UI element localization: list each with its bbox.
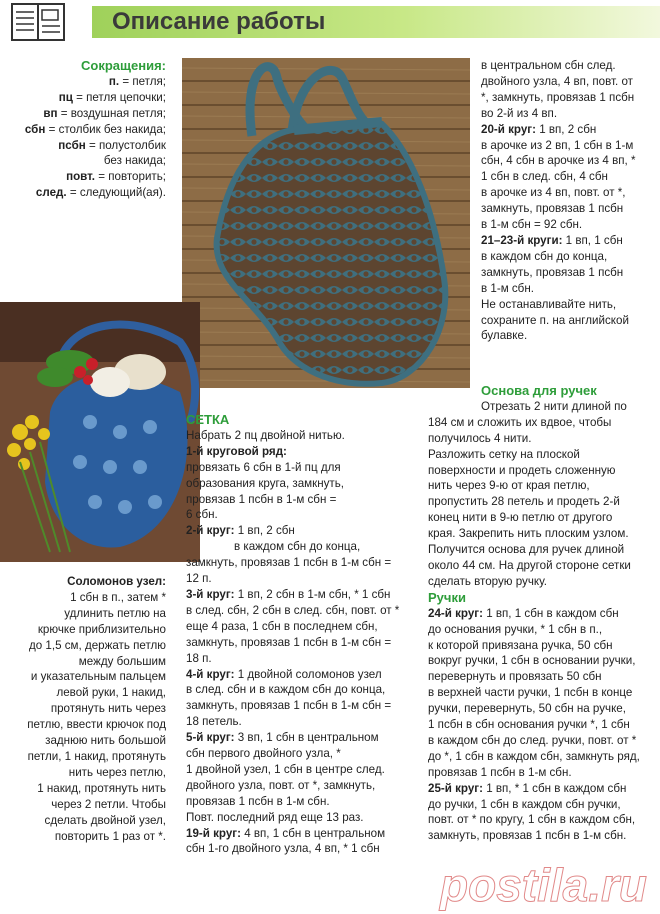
solomon-line: сделать двойной узел, xyxy=(44,813,166,827)
book-icon xyxy=(8,2,68,42)
right-column-line: *, замкнуть, провязав 1 псбн xyxy=(481,90,635,104)
solomon-line: петлю, ввести крючок под xyxy=(27,718,166,732)
setka-line: 3-й круг: 1 вп, 2 сбн в 1-м сбн, * 1 сбн xyxy=(186,587,391,601)
handles-line: провязав 1 псбн в 1-м сбн. xyxy=(428,765,572,779)
abbreviation-line: след. = следующий(ая). xyxy=(35,186,166,200)
setka-line: провязав 1 псбн в 1-м сбн. xyxy=(186,794,330,808)
setka-line: образования круга, замкнуть, xyxy=(186,476,344,490)
handles-line: до *, 1 сбн в каждом сбн, замкнуть ряд, xyxy=(428,749,640,763)
setka-line: в каждом сбн до конца, xyxy=(234,540,361,554)
setka-line: провязав 1 псбн в 1-м сбн = xyxy=(186,492,337,506)
right-column-line: Не останавливайте нить, xyxy=(481,297,617,311)
handles-base-line: Отрезать 2 нити длиной по xyxy=(481,399,627,413)
solomon-line: левой руки, 1 накид, xyxy=(56,686,166,700)
abbreviation-line: пц = петля цепочки; xyxy=(58,90,166,104)
handles-base-heading: Основа для ручек xyxy=(481,383,597,398)
handles-line: до основания ручки, * 1 сбн в п., xyxy=(428,622,603,636)
right-column-line: 21–23-й круги: 1 вп, 1 сбн xyxy=(481,233,623,247)
solomon-line: удлинить петлю на xyxy=(64,606,166,620)
solomon-line: 1 накид, протянуть нить xyxy=(37,781,166,795)
handles-base-line: около 44 см. На другой стороне сетки xyxy=(428,558,631,572)
setka-line: замкнуть, провязав 1 псбн в 1-м сбн = xyxy=(186,635,392,649)
solomon-line: до 1,5 см, держать петлю xyxy=(28,638,166,652)
handles-line: к которой привязана ручка, 50 сбн xyxy=(428,638,613,652)
solomon-line: заднюю нить большой xyxy=(45,734,166,748)
solomon-knot-heading: Соломонов узел: xyxy=(67,575,166,588)
setka-line: в след. сбн и в каждом сбн до конца, xyxy=(186,683,386,697)
right-column-line: 1 сбн в след. сбн, 4 сбн xyxy=(481,170,608,184)
setka-line: 4-й круг: 1 двойной соломонов узел xyxy=(186,667,382,681)
handles-line: перевернуть и провязать 50 сбн xyxy=(428,670,602,684)
handles-base-line: Получится основа для ручек длиной xyxy=(428,543,625,557)
right-column-line: сохраните п. на английской xyxy=(481,313,629,327)
handles-line: в верхней части ручки, 1 псбн в конце xyxy=(428,686,633,700)
abbreviation-line: псбн = полустолбик xyxy=(58,138,166,152)
solomon-line: через 2 петли. Чтобы xyxy=(51,797,166,811)
setka-heading: СЕТКА xyxy=(186,412,230,427)
page-title: Описание работы xyxy=(112,8,326,35)
solomon-line: протянуть нить через xyxy=(50,702,166,716)
setka-line: сбн 1-го двойного узла, 4 вп, * 1 сбн xyxy=(186,842,380,856)
right-column-block xyxy=(481,58,635,344)
handles-base-line: края. Закрепить нить плоским узлом. xyxy=(428,527,629,541)
solomon-line: нить через петлю, xyxy=(68,765,166,779)
right-column-line: сбн, 4 сбн в арочке из 4 вп, * xyxy=(481,154,636,168)
abbreviation-line: без накида; xyxy=(103,154,166,168)
setka-line: Повт. последний ряд еще 13 раз. xyxy=(186,810,364,824)
handles-line: повт. от * по кругу, 1 сбн в каждом сбн, xyxy=(428,813,636,827)
handles-base-line: пропустить 28 петель и продеть 2-й xyxy=(428,495,620,509)
handles-base-line: нить через 9-ю от края петлю, xyxy=(428,479,590,493)
setka-line: сбн первого двойного узла, * xyxy=(186,747,341,761)
handles-line: ручки, перевернуть, 50 сбн на ручке, xyxy=(428,702,626,716)
handles-line: вокруг ручки, 1 сбн в основании ручки, xyxy=(428,654,636,668)
right-column-line: в 1-м сбн. xyxy=(481,281,534,295)
abbreviations-heading: Сокращения: xyxy=(81,58,166,73)
setka-line: двойного узла, повт. от *, замкнуть, xyxy=(186,778,376,792)
solomon-line: повторить 1 раз от *. xyxy=(54,829,166,843)
setka-line: 18 петель. xyxy=(186,715,242,729)
setka-line: 2-й круг: 1 вп, 2 сбн xyxy=(186,524,295,538)
setka-line: 6 сбн. xyxy=(186,508,218,522)
handles-base-line: поверхности и продеть сложенную xyxy=(428,463,616,477)
handles-base-line: конец нити в 9-ю петлю от другого xyxy=(428,511,613,525)
abbreviation-line: вп = воздушная петля; xyxy=(43,106,166,120)
setka-line: замкнуть, провязав 1 псбн в 1-м сбн = xyxy=(186,699,392,713)
handles-base-block xyxy=(428,383,640,844)
right-column-line: в центральном сбн след. xyxy=(481,59,616,72)
abbreviation-line: сбн = столбик без накида; xyxy=(24,122,166,136)
page-header xyxy=(0,0,660,42)
setka-line: провязать 6 сбн в 1-й пц для xyxy=(186,460,341,474)
solomon-line: и указательным пальцем xyxy=(30,670,166,684)
setka-line: замкнуть, провязав 1 псбн в 1-м сбн = xyxy=(186,556,392,570)
handles-base-line: сделать вторую ручку. xyxy=(428,574,547,588)
handles-base-line: получилось 4 нити. xyxy=(428,431,532,445)
setka-line: еще 4 раза, 1 сбн в последнем сбн, xyxy=(186,619,378,633)
setka-line: 5-й круг: 3 вп, 1 сбн в центральном xyxy=(186,731,379,745)
handles-line: 24-й круг: 1 вп, 1 сбн в каждом сбн xyxy=(428,606,619,620)
handles-line: до ручки, 1 сбн в каждом сбн ручки, xyxy=(428,797,621,811)
setka-line: 18 п. xyxy=(186,651,212,665)
solomon-line: петли, 1 накид, протянуть xyxy=(27,749,166,763)
handles-base-line: 184 см и сложить их вдвое, чтобы xyxy=(428,415,612,429)
right-column-line: в 1-м сбн = 92 сбн. xyxy=(481,218,583,232)
setka-block xyxy=(186,412,399,857)
handles-line: в каждом сбн до след. ручки, повт. от * xyxy=(428,733,637,747)
setka-line: в след. сбн, 2 сбн в след. сбн, повт. от * xyxy=(186,603,400,617)
right-column-line: в каждом сбн до конца, xyxy=(481,249,608,263)
solomon-line: между большим xyxy=(78,654,166,668)
handles-heading: Ручки xyxy=(428,589,466,605)
setka-line: 19-й круг: 4 вп, 1 сбн в центральном xyxy=(186,826,386,840)
setka-line: Набрать 2 пц двойной нитью. xyxy=(186,428,345,442)
abbreviation-line: повт. = повторить; xyxy=(66,170,166,184)
solomon-line: крючке приблизительно xyxy=(37,622,166,636)
setka-line: 1 двойной узел, 1 сбн в центре след. xyxy=(186,762,385,776)
bag-with-vegetables-photo xyxy=(0,302,200,562)
right-column-line: в арочке из 2 вп, 1 сбн в 1-м xyxy=(481,138,634,152)
right-column-line: замкнуть, провязав 1 псбн xyxy=(481,202,624,216)
setka-line: 1-й круговой ряд: xyxy=(186,444,287,458)
setka-line: 12 п. xyxy=(186,572,212,586)
handles-base-line: Разложить сетку на плоской xyxy=(428,447,580,461)
right-column-line: булавке. xyxy=(481,329,528,343)
abbreviations-block xyxy=(0,58,166,201)
right-column-line: 20-й круг: 1 вп, 2 сбн xyxy=(481,122,597,136)
handles-line: замкнуть, провязав 1 псбн в 1-м сбн. xyxy=(428,829,627,843)
right-column-line: замкнуть, провязав 1 псбн xyxy=(481,265,624,279)
right-column-line: в арочке из 4 вп, повт. от *, xyxy=(481,186,626,200)
watermark: postila.ru xyxy=(440,859,648,911)
right-column-line: двойного узла, 4 вп, повт. от xyxy=(481,74,633,88)
bag-photo-wood xyxy=(182,58,470,388)
solomon-knot-block xyxy=(0,574,166,844)
right-column-line: во 2-й из 4 вп. xyxy=(481,106,558,120)
abbreviation-line: п. = петля; xyxy=(108,74,166,88)
solomon-line: 1 сбн в п., затем * xyxy=(70,590,166,604)
handles-line: 25-й круг: 1 вп, * 1 сбн в каждом сбн xyxy=(428,781,627,795)
handles-line: 1 псбн в сбн основания ручки *, 1 сбн xyxy=(428,718,630,732)
